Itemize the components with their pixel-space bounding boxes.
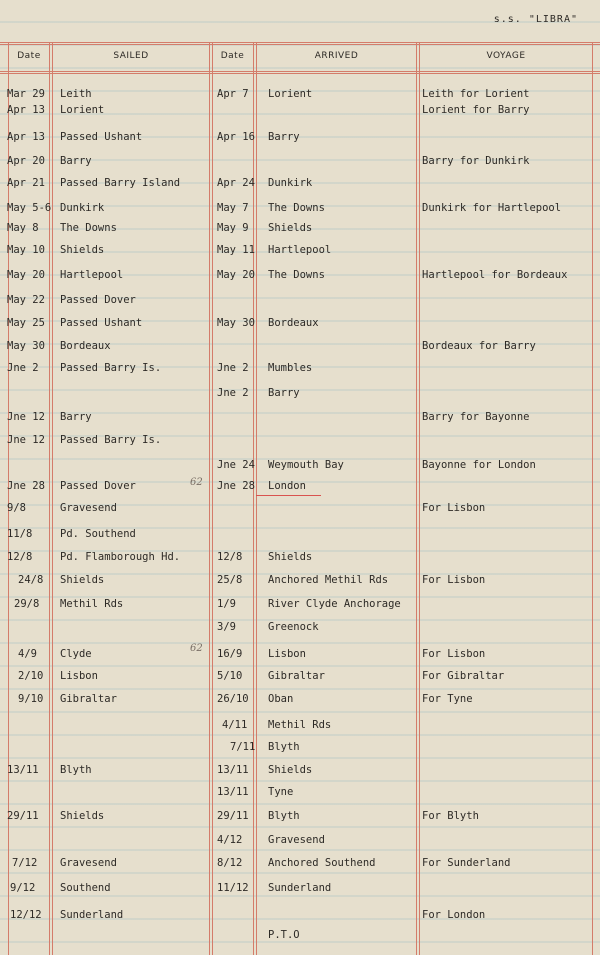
top-rule-double [0,44,600,45]
sailed-date: 13/11 [7,764,39,776]
sailed-date: 12/12 [10,909,42,921]
sailed-place: Shields [60,574,105,586]
sailed-place: Shields [60,244,105,256]
sailed-place: Gibraltar [60,693,117,705]
arrived-place: Shields [268,222,313,234]
column-rule [416,42,417,955]
arrived-date: 11/12 [217,882,249,894]
arrived-place: Weymouth Bay [268,459,344,471]
sailed-place: Gravesend [60,857,117,869]
arrived-place: Greenock [268,621,319,633]
sailed-place: Gravesend [60,502,117,514]
header-rule-double [0,73,600,74]
sailed-date: Apr 20 [7,155,45,167]
arrived-date: 4/11 [222,719,248,731]
margin-note: 62 [190,643,203,654]
voyage-note: Bayonne for London [422,459,536,471]
voyage-note: For Lisbon [422,648,486,660]
arrived-date: Apr 16 [217,131,255,143]
sailed-date: 12/8 [7,551,33,563]
sailed-place: Passed Barry Is. [60,434,162,446]
margin-note: 62 [190,477,203,488]
header-arrived: ARRIVED [314,51,359,61]
voyage-note: For Blyth [422,810,479,822]
sailed-date: 11/8 [7,528,33,540]
sailed-date: May 8 [7,222,39,234]
arrived-place: Mumbles [268,362,313,374]
arrived-place: Methil Rds [268,719,332,731]
sailed-date: Mar 29 [7,88,45,100]
sailed-date: Jne 28 [7,480,45,492]
sailed-place: Pd. Southend [60,528,136,540]
sailed-place: Passed Ushant [60,317,143,329]
sailed-place: The Downs [60,222,117,234]
sailed-place: Dunkirk [60,202,105,214]
arrived-date: 16/9 [217,648,243,660]
column-rule [592,42,593,955]
sailed-date: May 10 [7,244,45,256]
arrived-date: 3/9 [217,621,236,633]
arrived-place: Barry [268,131,300,143]
arrived-place: The Downs [268,269,325,281]
voyage-note: For London [422,909,486,921]
arrived-date: 26/10 [217,693,249,705]
sailed-place: Passed Barry Is. [60,362,162,374]
arrived-date: Jne 24 [217,459,255,471]
voyage-note: Hartlepool for Bordeaux [422,269,568,281]
arrived-date: 13/11 [217,764,249,776]
voyage-note: For Sunderland [422,857,511,869]
arrived-date: Apr 7 [217,88,249,100]
header-sailed: SAILED [113,51,149,61]
arrived-place: Shields [268,764,313,776]
sailed-place: Passed Dover [60,294,136,306]
arrived-place: Oban [268,693,294,705]
column-rule [419,42,420,955]
sailed-place: Bordeaux [60,340,111,352]
arrived-date: May 11 [217,244,255,256]
arrived-date: 25/8 [217,574,243,586]
sailed-place: Pd. Flamborough Hd. [60,551,181,563]
sailed-place: Clyde [60,648,92,660]
sailed-date: 9/8 [7,502,26,514]
sailed-place: Barry [60,155,92,167]
sailed-date: Apr 13 [7,131,45,143]
sailed-place: Sunderland [60,909,124,921]
sailed-date: Jne 2 [7,362,39,374]
header-voyage: VOYAGE [486,51,526,61]
sailed-date: May 5-6 [7,202,52,214]
arrived-date: Jne 2 [217,362,249,374]
london-underline [256,495,321,496]
top-rule [0,42,600,43]
arrived-place: Dunkirk [268,177,313,189]
sailed-place: Hartlepool [60,269,124,281]
arrived-place: Anchored Methil Rds [268,574,389,586]
sailed-date: Apr 13 [7,104,45,116]
voyage-note: Barry for Dunkirk [422,155,530,167]
arrived-place: River Clyde Anchorage [268,598,401,610]
sailed-date: Apr 21 [7,177,45,189]
sailed-place: Lorient [60,104,105,116]
pto-note: P.T.O [268,929,300,941]
arrived-place: Barry [268,387,300,399]
arrived-date: May 20 [217,269,255,281]
column-rule [209,42,210,955]
arrived-date: Jne 28 [217,480,255,492]
sailed-date: 9/10 [18,693,44,705]
arrived-date: 7/11 [230,741,256,753]
sailed-place: Methil Rds [60,598,124,610]
arrived-date: 8/12 [217,857,243,869]
voyage-note: Bordeaux for Barry [422,340,536,352]
voyage-note: Barry for Bayonne [422,411,530,423]
voyage-note: For Lisbon [422,574,486,586]
column-rule [52,42,53,955]
arrived-place: Bordeaux [268,317,319,329]
arrived-place: The Downs [268,202,325,214]
column-rule [49,42,50,955]
column-rule [212,42,213,955]
sailed-place: Leith [60,88,92,100]
sailed-date: 29/11 [7,810,39,822]
arrived-date: 5/10 [217,670,243,682]
voyage-note: Dunkirk for Hartlepool [422,202,562,214]
sailed-place: Passed Barry Island [60,177,181,189]
sailed-date: Jne 12 [7,434,45,446]
arrived-place: Gravesend [268,834,325,846]
sailed-date: May 20 [7,269,45,281]
arrived-place: Shields [268,551,313,563]
sailed-place: Passed Ushant [60,131,143,143]
arrived-place: Tyne [268,786,294,798]
header-date-arrived: Date [220,51,245,61]
voyage-note: Leith for Lorient [422,88,530,100]
arrived-date: 29/11 [217,810,249,822]
header-rule [0,71,600,72]
arrived-date: 4/12 [217,834,243,846]
arrived-place: Hartlepool [268,244,332,256]
voyage-note: For Lisbon [422,502,486,514]
sailed-place: Shields [60,810,105,822]
voyage-note: For Gibraltar [422,670,505,682]
arrived-place: Sunderland [268,882,332,894]
sailed-place: Passed Dover [60,480,136,492]
arrived-date: Jne 2 [217,387,249,399]
arrived-date: Apr 24 [217,177,255,189]
sailed-date: May 22 [7,294,45,306]
sailed-place: Barry [60,411,92,423]
sailed-date: 2/10 [18,670,44,682]
sailed-date: May 30 [7,340,45,352]
arrived-place: Lorient [268,88,313,100]
arrived-place: Blyth [268,741,300,753]
arrived-date: May 7 [217,202,249,214]
arrived-place: Blyth [268,810,300,822]
sailed-date: 4/9 [18,648,37,660]
arrived-date: 12/8 [217,551,243,563]
sailed-date: 29/8 [14,598,40,610]
sailed-place: Blyth [60,764,92,776]
sailed-date: Jne 12 [7,411,45,423]
ship-name: s.s. "LIBRA" [493,14,578,25]
sailed-date: May 25 [7,317,45,329]
arrived-date: May 9 [217,222,249,234]
sailed-place: Lisbon [60,670,98,682]
column-rule [256,42,257,955]
sailed-date: 24/8 [18,574,44,586]
voyage-note: For Tyne [422,693,473,705]
arrived-place: London [268,480,306,492]
arrived-place: Anchored Southend [268,857,376,869]
arrived-date: 1/9 [217,598,236,610]
header-date-sailed: Date [17,51,41,61]
arrived-date: May 30 [217,317,255,329]
arrived-place: Lisbon [268,648,306,660]
sailed-date: 7/12 [12,857,38,869]
sailed-date: 9/12 [10,882,36,894]
voyage-note: Lorient for Barry [422,104,530,116]
arrived-place: Gibraltar [268,670,325,682]
arrived-date: 13/11 [217,786,249,798]
sailed-place: Southend [60,882,111,894]
